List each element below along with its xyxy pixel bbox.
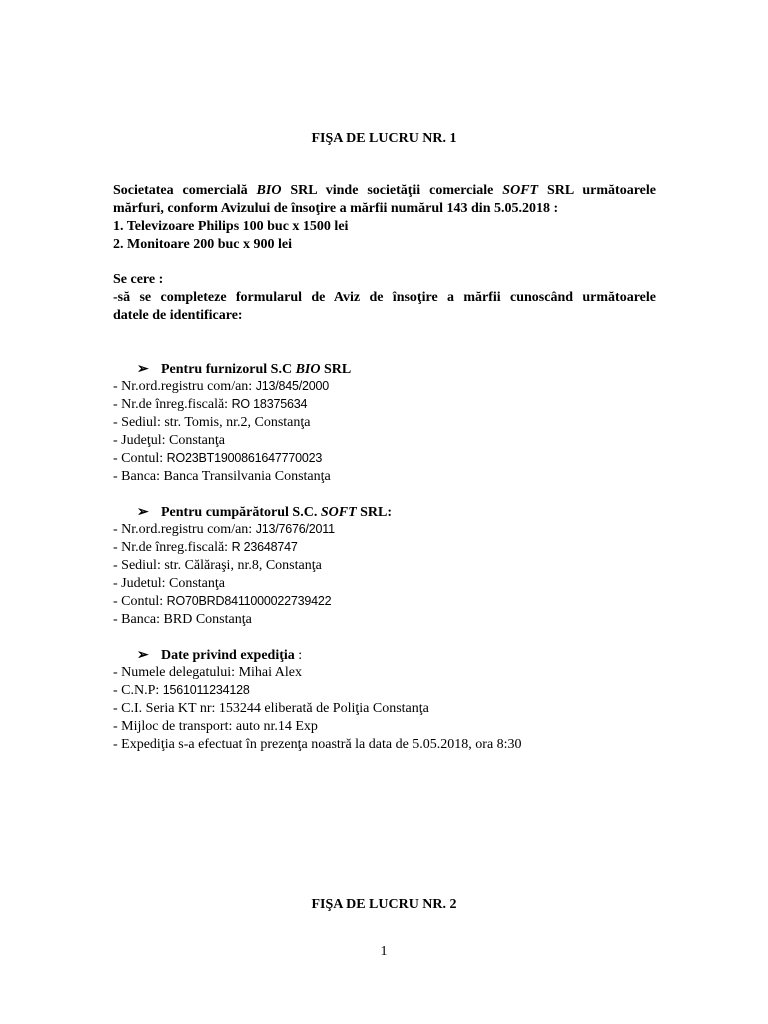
buyer-fiscal-code: - Nr.de înreg.fiscală: R 23648747 bbox=[113, 540, 298, 555]
shipment-heading-text: Date privind expediţia bbox=[161, 648, 295, 663]
buyer-bank: - Banca: BRD Constanţa bbox=[113, 612, 252, 627]
buyer-reg-no: - Nr.ord.registru com/an: J13/7676/2011 bbox=[113, 522, 335, 537]
item-monitoare: 2. Monitoare 200 buc x 900 lei bbox=[113, 237, 293, 252]
worksheet-title-1: FIŞA DE LUCRU NR. 1 bbox=[311, 131, 457, 146]
arrow-bullet-icon: ➢ bbox=[137, 362, 149, 377]
requirement-line-2: datele de identificare: bbox=[113, 308, 243, 323]
supplier-heading bbox=[137, 361, 351, 378]
company-bio: BIO bbox=[256, 183, 282, 198]
company-bio: BIO bbox=[295, 362, 321, 377]
company-soft: SOFT bbox=[320, 505, 357, 520]
arrow-bullet-icon: ➢ bbox=[137, 648, 149, 663]
intro-text: SRL vinde societăţii comerciale bbox=[281, 183, 503, 198]
shipment-date: - Expediţia s-a efectuat în prezenţa noastră la data de 5.05.2018, ora 8:30 bbox=[113, 737, 522, 752]
page-number: 1 bbox=[380, 944, 388, 959]
supplier-address: - Sediul: str. Tomis, nr.2, Constanţa bbox=[113, 415, 311, 430]
intro-text: Societatea comercială bbox=[113, 183, 257, 198]
transport-means: - Mijloc de transport: auto nr.14 Exp bbox=[113, 719, 318, 734]
requirement-heading: Se cere : bbox=[113, 272, 164, 287]
buyer-county: - Judetul: Constanţa bbox=[113, 576, 225, 591]
requirement-line-1: -să se completeze formularul de Aviz de însoţire a mărfii cunoscând următoarele bbox=[113, 290, 656, 305]
arrow-bullet-icon: ➢ bbox=[137, 505, 149, 520]
buyer-heading-text: Pentru cumpărătorul S.C. bbox=[161, 505, 321, 520]
delegate-name: - Numele delegatului: Mihai Alex bbox=[113, 665, 302, 680]
company-soft: SOFT bbox=[502, 183, 539, 198]
supplier-account: - Contul: RO23BT1900861647770023 bbox=[113, 451, 323, 466]
worksheet-title-2: FIŞA DE LUCRU NR. 2 bbox=[311, 897, 457, 912]
buyer-heading-text: SRL: bbox=[356, 505, 393, 520]
buyer-address: - Sediul: str. Călăraşi, nr.8, Constanţa bbox=[113, 558, 322, 573]
shipment-heading: ➢ Date privind expediţia : bbox=[137, 648, 303, 663]
buyer-account: - Contul: RO70BRD8411000022739422 bbox=[113, 594, 332, 609]
intro-line-2: mărfuri, conform Avizului de însoţire a mărfii numărul 143 din 5.05.2018 : bbox=[113, 201, 559, 216]
item-televizoare: 1. Televizoare Philips 100 buc x 1500 lei bbox=[113, 219, 349, 234]
supplier-fiscal-code: - Nr.de înreg.fiscală: RO 18375634 bbox=[113, 397, 308, 412]
supplier-county: - Judeţul: Constanţa bbox=[113, 433, 225, 448]
supplier-heading-text: Pentru furnizorul S.C bbox=[161, 362, 296, 377]
delegate-cnp: - C.N.P: 1561011234128 bbox=[113, 683, 250, 698]
supplier-bank: - Banca: Banca Transilvania Constanţa bbox=[113, 469, 331, 484]
supplier-heading-text: SRL bbox=[320, 362, 352, 377]
supplier-reg-no: - Nr.ord.registru com/an: J13/845/2000 bbox=[113, 379, 330, 394]
intro-line-1 bbox=[113, 183, 656, 199]
intro-text: SRL următoarele bbox=[538, 183, 656, 198]
buyer-heading bbox=[137, 504, 392, 521]
delegate-id-card: - C.I. Seria KT nr: 153244 eliberată de Poliţia Constanţa bbox=[113, 701, 429, 716]
